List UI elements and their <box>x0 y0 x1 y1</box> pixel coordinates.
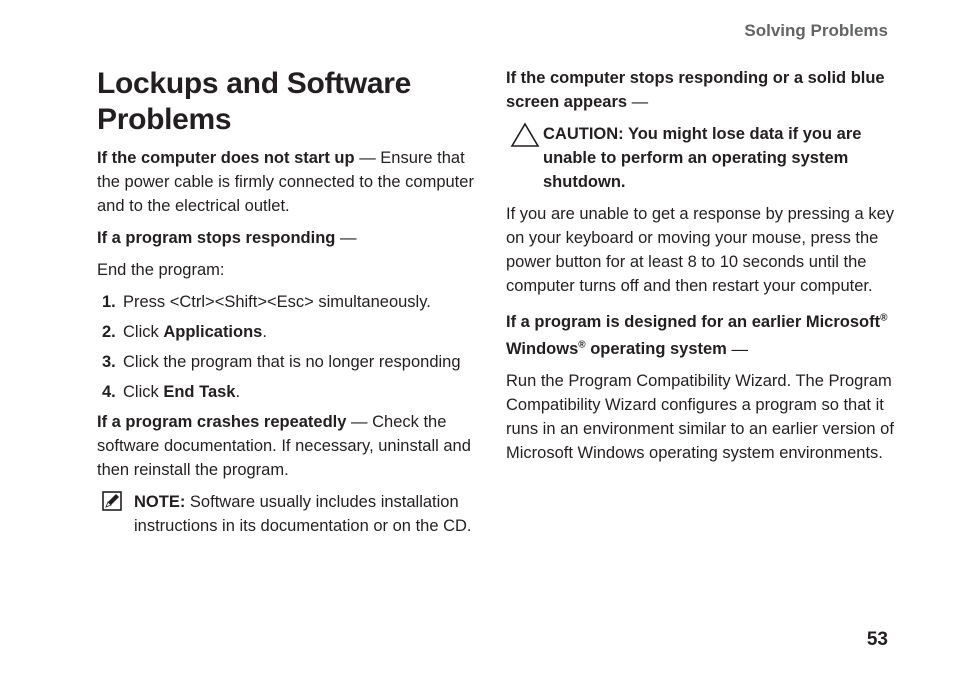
step-text: Click <box>123 323 164 341</box>
text-no-start: — Ensure that the power cable is firmly connected to the computer and to the electrical outlet. <box>97 149 474 215</box>
text-crashes: — Check the software documentation. If necessary, uninstall and then reinstall the program. <box>97 413 471 479</box>
step-post: . <box>235 383 241 401</box>
page-number: 53 <box>866 629 888 650</box>
caution-triangle-icon <box>510 122 540 148</box>
running-header: Solving Problems <box>744 21 888 40</box>
lead-crashes: If a program crashes repeatedly <box>97 413 347 431</box>
step-text: Click the program that is no longer responding <box>123 353 461 371</box>
paragraph-unresponsive: If you are unable to get a response by pressing a key on your keyboard or moving your mouse, press the power button for at least 8 to 10 seconds until the computer turns off and then restart your computer. <box>506 205 894 295</box>
caution-block <box>506 122 896 194</box>
text-blue-screen: — <box>627 93 649 111</box>
step-number: 2. <box>102 323 116 341</box>
step-number: 3. <box>102 353 116 371</box>
list-item <box>97 290 477 314</box>
lead-no-start: If the computer does not start up <box>97 149 355 167</box>
lead-earlier-windows <box>506 313 887 359</box>
lead-stops-responding: If a program stops responding <box>97 229 336 247</box>
lead-blue-screen: If the computer stops responding or a solid blue screen appears <box>506 69 885 111</box>
registered-mark: ® <box>578 339 586 351</box>
step-bold: End Task <box>163 383 236 401</box>
lead-part: Windows <box>506 340 579 358</box>
step-text: Press <Ctrl><Shift><Esc> simultaneously. <box>123 293 431 311</box>
note-block <box>97 490 477 538</box>
left-column <box>97 66 477 546</box>
note-label: NOTE: <box>134 493 186 511</box>
right-column <box>506 66 896 473</box>
lead-part: If a program is designed for an earlier Microsoft <box>506 312 881 331</box>
steps-list <box>97 290 477 404</box>
note-pencil-icon <box>102 491 122 511</box>
step-bold: Applications <box>163 323 263 341</box>
text-stops-responding: — <box>335 229 357 247</box>
step-number: 4. <box>102 383 116 401</box>
paragraph-blue-screen <box>506 66 896 114</box>
step-number: 1. <box>102 293 116 311</box>
paragraph-no-start <box>97 146 477 218</box>
note-body: Software usually includes installation instructions in its documentation or on the CD. <box>134 493 472 535</box>
registered-mark: ® <box>880 312 888 323</box>
step-post: . <box>262 323 267 341</box>
paragraph-earlier-windows <box>506 306 896 361</box>
list-item <box>97 380 477 404</box>
caution-text: CAUTION: You might lose data if you are unable to perform an operating system shutdown. <box>543 125 862 191</box>
note-text <box>134 490 477 538</box>
paragraph-end-program: End the program: <box>97 261 225 279</box>
list-item <box>97 350 477 374</box>
paragraph-stops-responding <box>97 226 477 250</box>
page-title: Lockups and Software Problems <box>97 67 412 136</box>
lead-part: operating system <box>585 340 727 358</box>
paragraph-crashes <box>97 410 477 482</box>
list-item <box>97 320 477 344</box>
paragraph-compatibility-wizard: Run the Program Compatibility Wizard. The Program Compatibility Wizard configures a program so that it runs in an environment similar to an earlier version of Microsoft Windows operating system environments. <box>506 372 894 462</box>
text-earlier-windows: — <box>726 340 748 358</box>
step-text: Click <box>123 383 164 401</box>
